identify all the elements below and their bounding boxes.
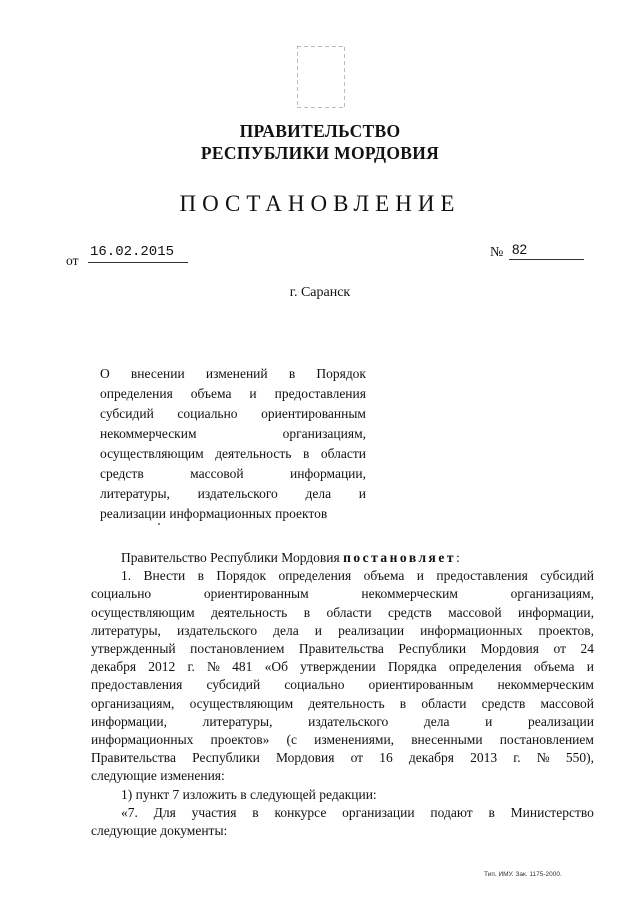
body-line: Правительства Республики Мордовия от 16 декабря 2013 г. № 550), (91, 750, 594, 766)
body-line: утвержденный постановлением Правительства Республики Мордовия от 24 (91, 641, 594, 657)
document-subject (100, 364, 366, 524)
body-line: социально ориентированным некоммерческим организациям, (91, 586, 594, 602)
body-line: декабря 2012 г. № 481 «Об утверждении Порядка определения объема и (91, 659, 594, 675)
document-type-title: ПОСТАНОВЛЕНИЕ (179, 191, 461, 216)
date-prefix: от (66, 253, 79, 268)
coat-of-arms-emblem (297, 46, 345, 108)
body-line: 1. Внести в Порядок определения объема и предоставления субсидий (121, 568, 594, 584)
document-number: 82 (509, 241, 584, 260)
number-sign: № (490, 245, 504, 260)
subject-line: осуществляющим деятельность в области (100, 446, 366, 461)
subject-line: О внесении изменений в Порядок (100, 366, 366, 381)
subject-line: средств массовой информации, (100, 466, 366, 481)
subject-line: субсидий социально ориентированным (100, 406, 366, 421)
subject-line: реализации информационных проектов (100, 506, 328, 521)
body-line: информации, литературы, издательского дела и реализации (91, 713, 594, 729)
body-line: «7. Для участия в конкурсе организации подают в Министерство (121, 804, 594, 820)
body-line: следующие изменения: (91, 768, 225, 784)
subject-line: литературы, издательского дела и (100, 486, 366, 501)
body-line: литературы, издательского дела и реализации информационных проектов, (91, 622, 594, 638)
body-line: осуществляющим деятельность в области средств массовой информации, (91, 604, 594, 620)
body-line: 1) пункт 7 изложить в следующей редакции: (121, 786, 377, 802)
body-line: следующие документы: (91, 823, 228, 839)
body-line: организациям, осуществляющим деятельность в области средств массовой (91, 695, 594, 711)
body-line: информационных проектов» (с изменениями, внесенными постановлением (91, 732, 594, 748)
print-footer: Тип. ИМУ. Зак. 1175-2000. (484, 871, 562, 878)
government-title: ПРАВИТЕЛЬСТВО (239, 121, 401, 141)
scan-speck (158, 523, 160, 525)
subject-line: некоммерческим организациям, (100, 426, 366, 441)
document-date: 16.02.2015 (88, 243, 188, 263)
body-intro: Правительство Республики Мордовия постановляет : (91, 549, 594, 567)
city-label: г. Саранск (289, 285, 351, 300)
decree-verb: постановляет (343, 550, 456, 565)
subject-line: определения объема и предоставления (100, 386, 366, 401)
body-line: предоставления субсидий социально ориентированным некоммерческим (91, 677, 594, 693)
republic-title: РЕСПУБЛИКИ МОРДОВИЯ (200, 143, 440, 163)
document-body (91, 549, 594, 840)
